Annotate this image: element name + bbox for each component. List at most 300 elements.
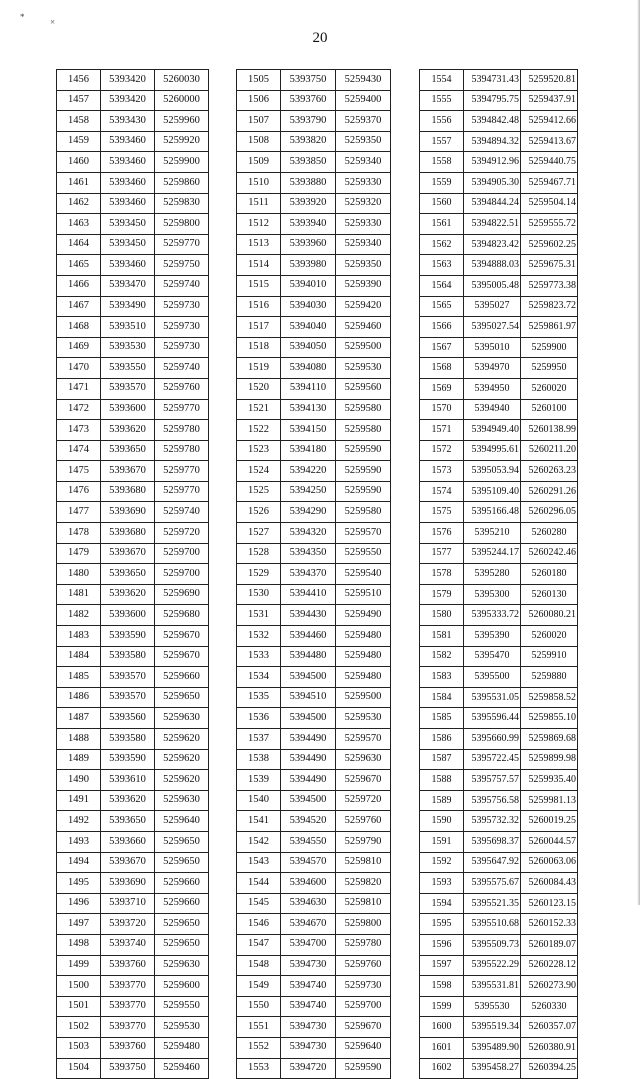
y-coordinate-cell: 5259504.14 bbox=[521, 193, 578, 214]
y-coordinate-cell: 5260100 bbox=[521, 399, 578, 420]
table-row bbox=[420, 502, 578, 523]
point-number-cell: 1576 bbox=[420, 523, 464, 544]
point-number-cell: 1539 bbox=[237, 770, 281, 791]
point-number-cell: 1533 bbox=[237, 646, 281, 667]
point-number-cell: 1501 bbox=[57, 996, 101, 1017]
table-row bbox=[57, 955, 209, 976]
y-coordinate-cell: 5259823.72 bbox=[521, 296, 578, 317]
y-coordinate-cell: 5259720 bbox=[336, 790, 391, 811]
y-coordinate-cell: 5259820 bbox=[336, 873, 391, 894]
point-number-cell: 1488 bbox=[57, 729, 101, 750]
y-coordinate-cell: 5260228.12 bbox=[521, 955, 578, 976]
point-number-cell: 1493 bbox=[57, 831, 101, 852]
point-number-cell: 1521 bbox=[237, 399, 281, 420]
x-coordinate-cell: 5393470 bbox=[101, 275, 155, 296]
x-coordinate-cell: 5394050 bbox=[281, 337, 336, 358]
x-coordinate-cell: 5393580 bbox=[101, 729, 155, 750]
point-number-cell: 1572 bbox=[420, 440, 464, 461]
table-row bbox=[237, 296, 391, 317]
point-number-cell: 1519 bbox=[237, 358, 281, 379]
y-coordinate-cell: 5259900 bbox=[521, 337, 578, 358]
table-row bbox=[237, 1037, 391, 1058]
y-coordinate-cell: 5259420 bbox=[336, 296, 391, 317]
point-number-cell: 1577 bbox=[420, 543, 464, 564]
point-number-cell: 1482 bbox=[57, 605, 101, 626]
y-coordinate-cell: 5259620 bbox=[155, 749, 209, 770]
x-coordinate-cell: 5393880 bbox=[281, 172, 336, 193]
y-coordinate-cell: 5259770 bbox=[155, 481, 209, 502]
point-number-cell: 1542 bbox=[237, 831, 281, 852]
table-row bbox=[420, 399, 578, 420]
point-number-cell: 1554 bbox=[420, 70, 464, 91]
x-coordinate-cell: 5393450 bbox=[101, 214, 155, 235]
x-coordinate-cell: 5393670 bbox=[101, 461, 155, 482]
table-row bbox=[237, 873, 391, 894]
y-coordinate-cell: 5259740 bbox=[155, 275, 209, 296]
table-row bbox=[57, 275, 209, 296]
y-coordinate-cell: 5259555.72 bbox=[521, 214, 578, 235]
x-coordinate-cell: 5394894.32 bbox=[464, 131, 521, 152]
y-coordinate-cell: 5259560 bbox=[336, 378, 391, 399]
x-coordinate-cell: 5395596.44 bbox=[464, 708, 521, 729]
y-coordinate-cell: 5259700 bbox=[336, 996, 391, 1017]
x-coordinate-cell: 5394110 bbox=[281, 378, 336, 399]
table-row bbox=[420, 523, 578, 544]
x-coordinate-cell: 5394550 bbox=[281, 831, 336, 852]
y-coordinate-cell: 5260152.33 bbox=[521, 914, 578, 935]
point-number-cell: 1468 bbox=[57, 317, 101, 338]
point-number-cell: 1511 bbox=[237, 193, 281, 214]
y-coordinate-cell: 5260080.21 bbox=[521, 605, 578, 626]
x-coordinate-cell: 5395300 bbox=[464, 584, 521, 605]
x-coordinate-cell: 5395522.29 bbox=[464, 955, 521, 976]
table-row bbox=[57, 914, 209, 935]
x-coordinate-cell: 5394130 bbox=[281, 399, 336, 420]
point-number-cell: 1599 bbox=[420, 996, 464, 1017]
table-row bbox=[420, 873, 578, 894]
point-number-cell: 1550 bbox=[237, 996, 281, 1017]
x-coordinate-cell: 5395698.37 bbox=[464, 831, 521, 852]
point-number-cell: 1513 bbox=[237, 234, 281, 255]
point-number-cell: 1504 bbox=[57, 1058, 101, 1079]
table-row bbox=[57, 543, 209, 564]
table-row bbox=[237, 214, 391, 235]
y-coordinate-cell: 5259660 bbox=[155, 873, 209, 894]
table-row bbox=[420, 440, 578, 461]
table-row bbox=[237, 811, 391, 832]
table-row bbox=[57, 193, 209, 214]
y-coordinate-cell: 5259630 bbox=[155, 708, 209, 729]
table-row bbox=[237, 523, 391, 544]
y-coordinate-cell: 5259780 bbox=[336, 934, 391, 955]
table-row bbox=[237, 481, 391, 502]
x-coordinate-cell: 5394740 bbox=[281, 976, 336, 997]
table-row bbox=[237, 70, 391, 91]
y-coordinate-cell: 5259620 bbox=[155, 770, 209, 791]
x-coordinate-cell: 5393680 bbox=[101, 523, 155, 544]
table-row bbox=[57, 1058, 209, 1079]
x-coordinate-cell: 5394970 bbox=[464, 358, 521, 379]
x-coordinate-cell: 5395010 bbox=[464, 337, 521, 358]
x-coordinate-cell: 5393690 bbox=[101, 502, 155, 523]
table-row bbox=[420, 749, 578, 770]
y-coordinate-cell: 5259437.91 bbox=[521, 90, 578, 111]
y-coordinate-cell: 5259650 bbox=[155, 914, 209, 935]
point-number-cell: 1457 bbox=[57, 90, 101, 111]
y-coordinate-cell: 5259650 bbox=[155, 687, 209, 708]
y-coordinate-cell: 5259570 bbox=[336, 729, 391, 750]
x-coordinate-cell: 5394500 bbox=[281, 790, 336, 811]
point-number-cell: 1497 bbox=[57, 914, 101, 935]
y-coordinate-cell: 5259602.25 bbox=[521, 234, 578, 255]
point-number-cell: 1496 bbox=[57, 893, 101, 914]
x-coordinate-cell: 5393790 bbox=[281, 111, 336, 132]
x-coordinate-cell: 5395244.17 bbox=[464, 543, 521, 564]
table-row bbox=[420, 626, 578, 647]
point-number-cell: 1490 bbox=[57, 770, 101, 791]
table-row bbox=[420, 111, 578, 132]
x-coordinate-cell: 5393650 bbox=[101, 440, 155, 461]
x-coordinate-cell: 5395390 bbox=[464, 626, 521, 647]
point-number-cell: 1484 bbox=[57, 646, 101, 667]
y-coordinate-cell: 5260130 bbox=[521, 584, 578, 605]
x-coordinate-cell: 5394370 bbox=[281, 564, 336, 585]
y-coordinate-cell: 5259861.97 bbox=[521, 317, 578, 338]
y-coordinate-cell: 5259869.68 bbox=[521, 729, 578, 750]
table-row bbox=[237, 934, 391, 955]
table-row bbox=[237, 1017, 391, 1038]
x-coordinate-cell: 5394823.42 bbox=[464, 234, 521, 255]
point-number-cell: 1478 bbox=[57, 523, 101, 544]
y-coordinate-cell: 5259780 bbox=[155, 420, 209, 441]
table-row bbox=[237, 255, 391, 276]
table-row bbox=[237, 378, 391, 399]
x-coordinate-cell: 5393710 bbox=[101, 893, 155, 914]
point-number-cell: 1507 bbox=[237, 111, 281, 132]
point-number-cell: 1541 bbox=[237, 811, 281, 832]
table-row bbox=[420, 708, 578, 729]
y-coordinate-cell: 5259530 bbox=[336, 708, 391, 729]
table-row bbox=[237, 770, 391, 791]
x-coordinate-cell: 5394180 bbox=[281, 440, 336, 461]
point-number-cell: 1540 bbox=[237, 790, 281, 811]
x-coordinate-cell: 5393460 bbox=[101, 131, 155, 152]
x-coordinate-cell: 5394600 bbox=[281, 873, 336, 894]
point-number-cell: 1558 bbox=[420, 152, 464, 173]
y-coordinate-cell: 5260084.43 bbox=[521, 873, 578, 894]
table-row bbox=[420, 481, 578, 502]
point-number-cell: 1555 bbox=[420, 90, 464, 111]
y-coordinate-cell: 5259480 bbox=[336, 667, 391, 688]
x-coordinate-cell: 5393460 bbox=[101, 172, 155, 193]
point-number-cell: 1529 bbox=[237, 564, 281, 585]
y-coordinate-cell: 5259690 bbox=[155, 584, 209, 605]
point-number-cell: 1506 bbox=[237, 90, 281, 111]
y-coordinate-cell: 5260357.07 bbox=[521, 1017, 578, 1038]
point-number-cell: 1471 bbox=[57, 378, 101, 399]
table-row bbox=[420, 852, 578, 873]
x-coordinate-cell: 5394630 bbox=[281, 893, 336, 914]
point-number-cell: 1491 bbox=[57, 790, 101, 811]
y-coordinate-cell: 5259810 bbox=[336, 852, 391, 873]
y-coordinate-cell: 5259860 bbox=[155, 172, 209, 193]
y-coordinate-cell: 5259480 bbox=[336, 626, 391, 647]
y-coordinate-cell: 5259320 bbox=[336, 193, 391, 214]
point-number-cell: 1549 bbox=[237, 976, 281, 997]
y-coordinate-cell: 5260263.23 bbox=[521, 461, 578, 482]
x-coordinate-cell: 5393430 bbox=[101, 111, 155, 132]
x-coordinate-cell: 5393680 bbox=[101, 481, 155, 502]
y-coordinate-cell: 5259540 bbox=[336, 564, 391, 585]
y-coordinate-cell: 5259630 bbox=[155, 790, 209, 811]
point-number-cell: 1520 bbox=[237, 378, 281, 399]
x-coordinate-cell: 5393590 bbox=[101, 749, 155, 770]
scan-mark: * bbox=[20, 12, 25, 22]
y-coordinate-cell: 5260211.20 bbox=[521, 440, 578, 461]
table-row bbox=[420, 729, 578, 750]
x-coordinate-cell: 5394822.51 bbox=[464, 214, 521, 235]
table-row bbox=[420, 152, 578, 173]
x-coordinate-cell: 5394995.61 bbox=[464, 440, 521, 461]
table-row bbox=[57, 440, 209, 461]
point-number-cell: 1486 bbox=[57, 687, 101, 708]
x-coordinate-cell: 5395575.67 bbox=[464, 873, 521, 894]
table-row bbox=[57, 811, 209, 832]
x-coordinate-cell: 5394320 bbox=[281, 523, 336, 544]
point-number-cell: 1479 bbox=[57, 543, 101, 564]
table-row bbox=[420, 131, 578, 152]
y-coordinate-cell: 5259330 bbox=[336, 214, 391, 235]
point-number-cell: 1462 bbox=[57, 193, 101, 214]
x-coordinate-cell: 5393620 bbox=[101, 790, 155, 811]
y-coordinate-cell: 5259800 bbox=[336, 914, 391, 935]
table-row bbox=[57, 852, 209, 873]
y-coordinate-cell: 5259920 bbox=[155, 131, 209, 152]
x-coordinate-cell: 5395053.94 bbox=[464, 461, 521, 482]
table-row bbox=[57, 790, 209, 811]
point-number-cell: 1535 bbox=[237, 687, 281, 708]
y-coordinate-cell: 5259858.52 bbox=[521, 687, 578, 708]
y-coordinate-cell: 5259670 bbox=[155, 646, 209, 667]
point-number-cell: 1595 bbox=[420, 914, 464, 935]
x-coordinate-cell: 5394731.43 bbox=[464, 70, 521, 91]
x-coordinate-cell: 5393770 bbox=[101, 976, 155, 997]
x-coordinate-cell: 5395109.40 bbox=[464, 481, 521, 502]
table-row bbox=[420, 605, 578, 626]
table-row bbox=[420, 296, 578, 317]
table-row bbox=[237, 914, 391, 935]
y-coordinate-cell: 5260000 bbox=[155, 90, 209, 111]
x-coordinate-cell: 5393660 bbox=[101, 831, 155, 852]
point-number-cell: 1568 bbox=[420, 358, 464, 379]
table-row bbox=[57, 358, 209, 379]
y-coordinate-cell: 5259740 bbox=[155, 502, 209, 523]
y-coordinate-cell: 5260291.26 bbox=[521, 481, 578, 502]
x-coordinate-cell: 5395333.72 bbox=[464, 605, 521, 626]
x-coordinate-cell: 5395210 bbox=[464, 523, 521, 544]
point-number-cell: 1500 bbox=[57, 976, 101, 997]
y-coordinate-cell: 5259730 bbox=[155, 317, 209, 338]
y-coordinate-cell: 5259650 bbox=[155, 852, 209, 873]
table-row bbox=[57, 1037, 209, 1058]
x-coordinate-cell: 5395732.32 bbox=[464, 811, 521, 832]
table-row bbox=[57, 317, 209, 338]
table-row bbox=[57, 893, 209, 914]
table-row bbox=[57, 296, 209, 317]
x-coordinate-cell: 5393670 bbox=[101, 852, 155, 873]
y-coordinate-cell: 5260019.25 bbox=[521, 811, 578, 832]
point-number-cell: 1481 bbox=[57, 584, 101, 605]
point-number-cell: 1487 bbox=[57, 708, 101, 729]
point-number-cell: 1545 bbox=[237, 893, 281, 914]
x-coordinate-cell: 5394730 bbox=[281, 1017, 336, 1038]
y-coordinate-cell: 5259370 bbox=[336, 111, 391, 132]
y-coordinate-cell: 5259900 bbox=[155, 152, 209, 173]
table-row bbox=[237, 790, 391, 811]
x-coordinate-cell: 5393760 bbox=[281, 90, 336, 111]
x-coordinate-cell: 5394888.03 bbox=[464, 255, 521, 276]
point-number-cell: 1597 bbox=[420, 955, 464, 976]
table-row bbox=[237, 131, 391, 152]
y-coordinate-cell: 5260123.15 bbox=[521, 893, 578, 914]
point-number-cell: 1525 bbox=[237, 481, 281, 502]
y-coordinate-cell: 5259530 bbox=[155, 1017, 209, 1038]
point-number-cell: 1470 bbox=[57, 358, 101, 379]
y-coordinate-cell: 5259467.71 bbox=[521, 172, 578, 193]
x-coordinate-cell: 5393960 bbox=[281, 234, 336, 255]
x-coordinate-cell: 5394500 bbox=[281, 667, 336, 688]
x-coordinate-cell: 5393770 bbox=[101, 1017, 155, 1038]
point-number-cell: 1569 bbox=[420, 378, 464, 399]
point-number-cell: 1565 bbox=[420, 296, 464, 317]
table-row bbox=[237, 976, 391, 997]
x-coordinate-cell: 5395530 bbox=[464, 996, 521, 1017]
table-row bbox=[57, 626, 209, 647]
y-coordinate-cell: 5259740 bbox=[155, 358, 209, 379]
x-coordinate-cell: 5394490 bbox=[281, 749, 336, 770]
x-coordinate-cell: 5393760 bbox=[101, 955, 155, 976]
table-row bbox=[237, 111, 391, 132]
point-number-cell: 1514 bbox=[237, 255, 281, 276]
point-number-cell: 1544 bbox=[237, 873, 281, 894]
table-row bbox=[420, 358, 578, 379]
y-coordinate-cell: 5259640 bbox=[336, 1037, 391, 1058]
point-number-cell: 1480 bbox=[57, 564, 101, 585]
table-row bbox=[57, 523, 209, 544]
table-row bbox=[237, 317, 391, 338]
table-row bbox=[420, 378, 578, 399]
y-coordinate-cell: 5260063.06 bbox=[521, 852, 578, 873]
table-row bbox=[420, 543, 578, 564]
point-number-cell: 1528 bbox=[237, 543, 281, 564]
table-row bbox=[420, 914, 578, 935]
table-row bbox=[57, 1017, 209, 1038]
y-coordinate-cell: 5260280 bbox=[521, 523, 578, 544]
point-number-cell: 1589 bbox=[420, 790, 464, 811]
x-coordinate-cell: 5393920 bbox=[281, 193, 336, 214]
x-coordinate-cell: 5393550 bbox=[101, 358, 155, 379]
x-coordinate-cell: 5394490 bbox=[281, 770, 336, 791]
x-coordinate-cell: 5393460 bbox=[101, 152, 155, 173]
point-number-cell: 1499 bbox=[57, 955, 101, 976]
x-coordinate-cell: 5394480 bbox=[281, 646, 336, 667]
point-number-cell: 1492 bbox=[57, 811, 101, 832]
coordinates-table-1 bbox=[56, 69, 209, 1079]
point-number-cell: 1531 bbox=[237, 605, 281, 626]
point-number-cell: 1593 bbox=[420, 873, 464, 894]
table-row bbox=[237, 687, 391, 708]
x-coordinate-cell: 5394490 bbox=[281, 729, 336, 750]
table-row bbox=[237, 502, 391, 523]
table-row bbox=[237, 564, 391, 585]
point-number-cell: 1596 bbox=[420, 934, 464, 955]
table-row bbox=[57, 873, 209, 894]
table-row bbox=[57, 976, 209, 997]
point-number-cell: 1494 bbox=[57, 852, 101, 873]
point-number-cell: 1548 bbox=[237, 955, 281, 976]
y-coordinate-cell: 5259730 bbox=[336, 976, 391, 997]
y-coordinate-cell: 5259570 bbox=[336, 523, 391, 544]
table-row bbox=[237, 399, 391, 420]
table-row bbox=[420, 584, 578, 605]
table-row bbox=[57, 111, 209, 132]
table-row bbox=[420, 831, 578, 852]
table-row bbox=[237, 172, 391, 193]
point-number-cell: 1534 bbox=[237, 667, 281, 688]
table-row bbox=[420, 811, 578, 832]
table-row bbox=[57, 337, 209, 358]
x-coordinate-cell: 5394950 bbox=[464, 378, 521, 399]
table-row bbox=[420, 193, 578, 214]
point-number-cell: 1461 bbox=[57, 172, 101, 193]
y-coordinate-cell: 5259590 bbox=[336, 440, 391, 461]
y-coordinate-cell: 5259830 bbox=[155, 193, 209, 214]
y-coordinate-cell: 5259650 bbox=[155, 831, 209, 852]
x-coordinate-cell: 5395519.34 bbox=[464, 1017, 521, 1038]
table-row bbox=[420, 667, 578, 688]
point-number-cell: 1579 bbox=[420, 584, 464, 605]
x-coordinate-cell: 5394700 bbox=[281, 934, 336, 955]
x-coordinate-cell: 5395722.45 bbox=[464, 749, 521, 770]
table-row bbox=[57, 172, 209, 193]
x-coordinate-cell: 5395280 bbox=[464, 564, 521, 585]
table-row bbox=[57, 255, 209, 276]
y-coordinate-cell: 5259620 bbox=[155, 729, 209, 750]
point-number-cell: 1560 bbox=[420, 193, 464, 214]
table-row bbox=[57, 770, 209, 791]
point-number-cell: 1602 bbox=[420, 1058, 464, 1079]
table-row bbox=[57, 234, 209, 255]
x-coordinate-cell: 5395005.48 bbox=[464, 275, 521, 296]
y-coordinate-cell: 5260030 bbox=[155, 70, 209, 91]
x-coordinate-cell: 5394844.24 bbox=[464, 193, 521, 214]
point-number-cell: 1562 bbox=[420, 234, 464, 255]
table-row bbox=[237, 955, 391, 976]
x-coordinate-cell: 5393600 bbox=[101, 399, 155, 420]
x-coordinate-cell: 5393740 bbox=[101, 934, 155, 955]
table-row bbox=[57, 934, 209, 955]
x-coordinate-cell: 5393650 bbox=[101, 564, 155, 585]
point-number-cell: 1469 bbox=[57, 337, 101, 358]
x-coordinate-cell: 5395510.68 bbox=[464, 914, 521, 935]
y-coordinate-cell: 5259390 bbox=[336, 275, 391, 296]
x-coordinate-cell: 5394030 bbox=[281, 296, 336, 317]
point-number-cell: 1591 bbox=[420, 831, 464, 852]
table-row bbox=[420, 461, 578, 482]
x-coordinate-cell: 5394410 bbox=[281, 584, 336, 605]
y-coordinate-cell: 5259780 bbox=[155, 440, 209, 461]
table-row bbox=[420, 234, 578, 255]
